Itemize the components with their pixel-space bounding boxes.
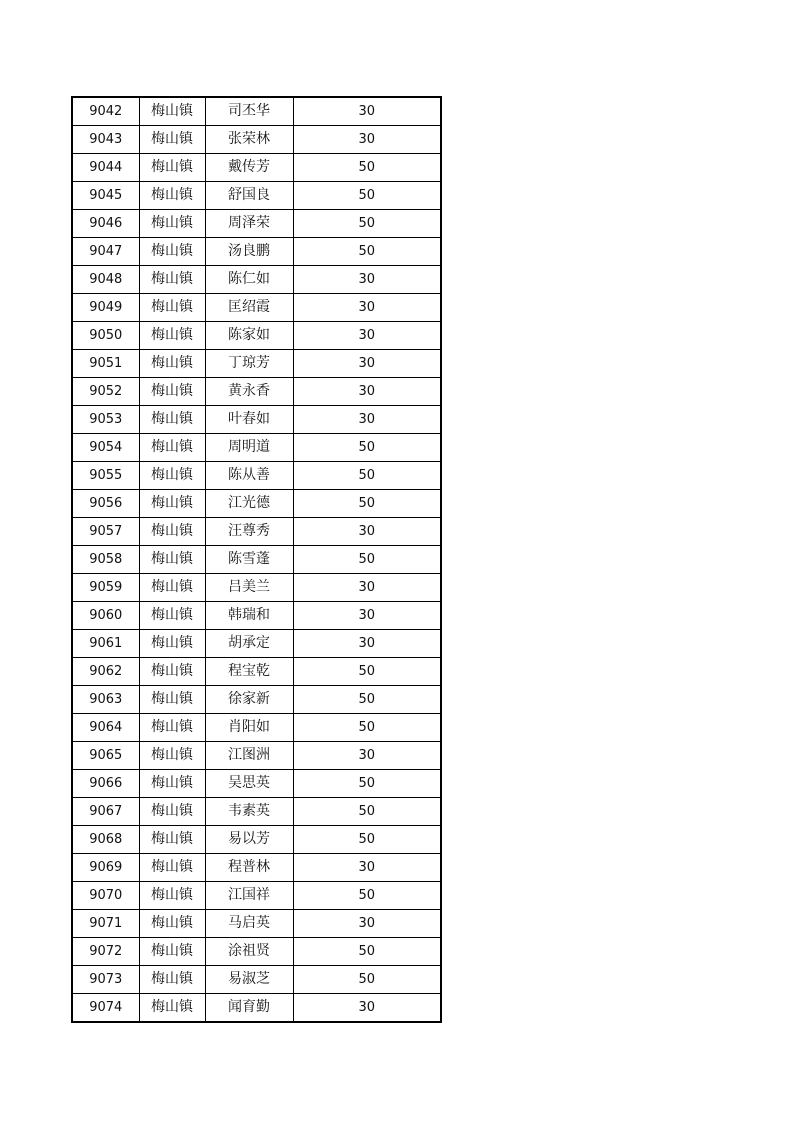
cell-amount: 50 [293, 714, 441, 742]
cell-amount: 30 [293, 994, 441, 1023]
cell-town: 梅山镇 [139, 798, 205, 826]
cell-name: 闻育勤 [205, 994, 293, 1023]
table-row [72, 126, 441, 154]
cell-town: 梅山镇 [139, 966, 205, 994]
cell-town: 梅山镇 [139, 266, 205, 294]
cell-id: 9044 [72, 154, 139, 182]
cell-town: 梅山镇 [139, 126, 205, 154]
cell-town: 梅山镇 [139, 238, 205, 266]
cell-amount: 50 [293, 210, 441, 238]
cell-town: 梅山镇 [139, 182, 205, 210]
cell-id: 9069 [72, 854, 139, 882]
cell-amount: 50 [293, 154, 441, 182]
cell-amount: 30 [293, 910, 441, 938]
table-row [72, 630, 441, 658]
cell-name: 程宝乾 [205, 658, 293, 686]
cell-town: 梅山镇 [139, 910, 205, 938]
cell-id: 9049 [72, 294, 139, 322]
cell-name: 肖阳如 [205, 714, 293, 742]
table-row [72, 658, 441, 686]
cell-name: 易淑芝 [205, 966, 293, 994]
cell-name: 吕美兰 [205, 574, 293, 602]
cell-id: 9055 [72, 462, 139, 490]
table-row [72, 378, 441, 406]
cell-name: 胡承定 [205, 630, 293, 658]
cell-amount: 30 [293, 350, 441, 378]
cell-town: 梅山镇 [139, 322, 205, 350]
cell-amount: 30 [293, 406, 441, 434]
table-row [72, 742, 441, 770]
cell-name: 陈仁如 [205, 266, 293, 294]
cell-id: 9052 [72, 378, 139, 406]
table-row [72, 434, 441, 462]
cell-name: 陈家如 [205, 322, 293, 350]
cell-id: 9072 [72, 938, 139, 966]
cell-name: 汤良鹏 [205, 238, 293, 266]
cell-town: 梅山镇 [139, 378, 205, 406]
table-row [72, 574, 441, 602]
cell-name: 程普林 [205, 854, 293, 882]
cell-amount: 30 [293, 126, 441, 154]
cell-amount: 50 [293, 798, 441, 826]
cell-id: 9068 [72, 826, 139, 854]
cell-amount: 50 [293, 966, 441, 994]
cell-name: 陈雪蓬 [205, 546, 293, 574]
table-row [72, 546, 441, 574]
table-row [72, 882, 441, 910]
table-row [72, 770, 441, 798]
table-row [72, 462, 441, 490]
cell-town: 梅山镇 [139, 630, 205, 658]
cell-town: 梅山镇 [139, 97, 205, 126]
cell-amount: 50 [293, 462, 441, 490]
cell-id: 9060 [72, 602, 139, 630]
cell-id: 9043 [72, 126, 139, 154]
cell-amount: 50 [293, 434, 441, 462]
cell-town: 梅山镇 [139, 882, 205, 910]
cell-id: 9070 [72, 882, 139, 910]
cell-town: 梅山镇 [139, 826, 205, 854]
table-row [72, 490, 441, 518]
cell-name: 韦素英 [205, 798, 293, 826]
cell-town: 梅山镇 [139, 658, 205, 686]
cell-town: 梅山镇 [139, 742, 205, 770]
cell-amount: 30 [293, 322, 441, 350]
table-row [72, 266, 441, 294]
cell-town: 梅山镇 [139, 490, 205, 518]
table-row [72, 910, 441, 938]
cell-name: 戴传芳 [205, 154, 293, 182]
cell-id: 9051 [72, 350, 139, 378]
cell-amount: 30 [293, 602, 441, 630]
cell-id: 9062 [72, 658, 139, 686]
cell-amount: 50 [293, 770, 441, 798]
cell-town: 梅山镇 [139, 686, 205, 714]
cell-id: 9054 [72, 434, 139, 462]
cell-amount: 50 [293, 546, 441, 574]
cell-id: 9053 [72, 406, 139, 434]
cell-amount: 30 [293, 742, 441, 770]
cell-town: 梅山镇 [139, 714, 205, 742]
table-row [72, 798, 441, 826]
cell-name: 周明道 [205, 434, 293, 462]
cell-town: 梅山镇 [139, 434, 205, 462]
cell-name: 黄永香 [205, 378, 293, 406]
cell-id: 9048 [72, 266, 139, 294]
cell-name: 周泽荣 [205, 210, 293, 238]
cell-id: 9056 [72, 490, 139, 518]
cell-town: 梅山镇 [139, 602, 205, 630]
cell-name: 涂祖贤 [205, 938, 293, 966]
cell-name: 陈从善 [205, 462, 293, 490]
table-row [72, 938, 441, 966]
cell-id: 9047 [72, 238, 139, 266]
table-row [72, 994, 441, 1023]
cell-id: 9063 [72, 686, 139, 714]
cell-id: 9058 [72, 546, 139, 574]
table-row [72, 854, 441, 882]
table-row [72, 350, 441, 378]
cell-town: 梅山镇 [139, 154, 205, 182]
cell-id: 9065 [72, 742, 139, 770]
cell-amount: 30 [293, 266, 441, 294]
table-row [72, 210, 441, 238]
cell-id: 9064 [72, 714, 139, 742]
cell-town: 梅山镇 [139, 518, 205, 546]
cell-name: 江图洲 [205, 742, 293, 770]
cell-town: 梅山镇 [139, 546, 205, 574]
table-row [72, 294, 441, 322]
table-row [72, 602, 441, 630]
cell-name: 易以芳 [205, 826, 293, 854]
cell-town: 梅山镇 [139, 770, 205, 798]
cell-town: 梅山镇 [139, 406, 205, 434]
cell-id: 9067 [72, 798, 139, 826]
cell-amount: 50 [293, 490, 441, 518]
table-row [72, 966, 441, 994]
cell-name: 韩瑞和 [205, 602, 293, 630]
table-row [72, 97, 441, 126]
cell-id: 9074 [72, 994, 139, 1023]
cell-name: 舒国良 [205, 182, 293, 210]
cell-id: 9071 [72, 910, 139, 938]
cell-name: 张荣林 [205, 126, 293, 154]
cell-id: 9059 [72, 574, 139, 602]
cell-amount: 30 [293, 854, 441, 882]
cell-amount: 30 [293, 294, 441, 322]
cell-id: 9057 [72, 518, 139, 546]
cell-amount: 50 [293, 826, 441, 854]
cell-amount: 30 [293, 518, 441, 546]
cell-amount: 50 [293, 882, 441, 910]
cell-amount: 50 [293, 938, 441, 966]
table-row [72, 322, 441, 350]
cell-id: 9046 [72, 210, 139, 238]
table-row [72, 686, 441, 714]
cell-amount: 50 [293, 182, 441, 210]
cell-town: 梅山镇 [139, 574, 205, 602]
cell-amount: 30 [293, 574, 441, 602]
cell-name: 叶春如 [205, 406, 293, 434]
cell-amount: 50 [293, 686, 441, 714]
cell-amount: 50 [293, 658, 441, 686]
table-row [72, 182, 441, 210]
cell-amount: 30 [293, 378, 441, 406]
cell-name: 丁琼芳 [205, 350, 293, 378]
cell-amount: 50 [293, 238, 441, 266]
cell-name: 吴思英 [205, 770, 293, 798]
table-row [72, 714, 441, 742]
cell-id: 9050 [72, 322, 139, 350]
cell-amount: 30 [293, 630, 441, 658]
cell-id: 9042 [72, 97, 139, 126]
cell-town: 梅山镇 [139, 854, 205, 882]
cell-id: 9073 [72, 966, 139, 994]
cell-name: 汪尊秀 [205, 518, 293, 546]
cell-name: 马启英 [205, 910, 293, 938]
cell-id: 9045 [72, 182, 139, 210]
table-row [72, 406, 441, 434]
cell-name: 徐家新 [205, 686, 293, 714]
table-row [72, 154, 441, 182]
cell-town: 梅山镇 [139, 294, 205, 322]
cell-town: 梅山镇 [139, 210, 205, 238]
cell-town: 梅山镇 [139, 462, 205, 490]
cell-town: 梅山镇 [139, 938, 205, 966]
cell-name: 匡绍霞 [205, 294, 293, 322]
cell-amount: 30 [293, 97, 441, 126]
cell-town: 梅山镇 [139, 350, 205, 378]
cell-id: 9066 [72, 770, 139, 798]
table-row [72, 238, 441, 266]
cell-name: 江国祥 [205, 882, 293, 910]
cell-town: 梅山镇 [139, 994, 205, 1023]
table-row [72, 826, 441, 854]
cell-id: 9061 [72, 630, 139, 658]
cell-name: 江光德 [205, 490, 293, 518]
table-row [72, 518, 441, 546]
data-table [71, 96, 442, 1023]
cell-name: 司丕华 [205, 97, 293, 126]
table-body [72, 97, 441, 1022]
